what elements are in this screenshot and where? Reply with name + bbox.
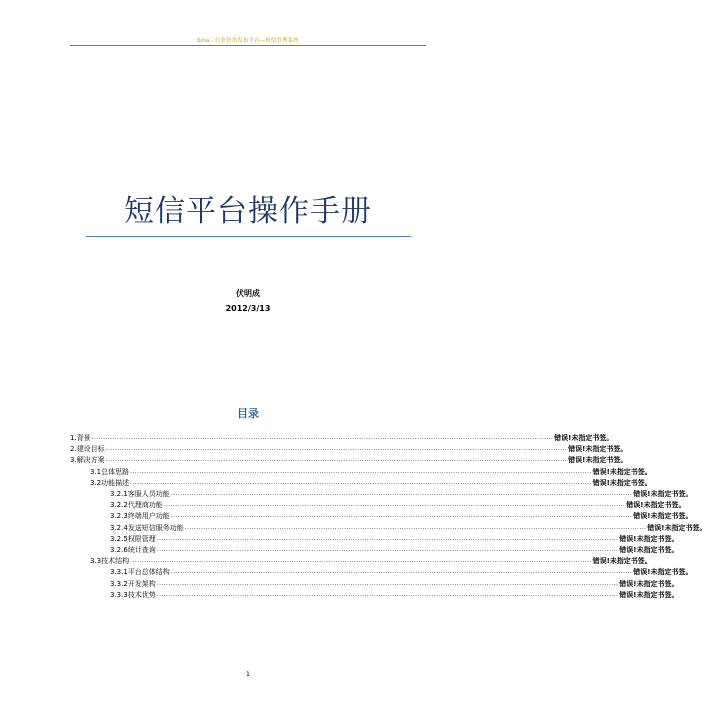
document-title: 短信平台操作手册 (124, 194, 372, 229)
toc-entry-title: 建设目标 (76, 445, 105, 454)
toc-entry-title: 权限管理 (127, 534, 156, 543)
toc-entry[interactable] (90, 478, 652, 488)
toc-entry-title: 发送短信服务功能 (127, 523, 184, 532)
toc-entry[interactable] (110, 511, 693, 521)
document-date: 2012/3/13 (225, 304, 271, 313)
toc-heading: 目录 (237, 407, 259, 420)
toc-leader-dots: ........................................................................................................................................................................................................ (170, 512, 633, 520)
header-rule (70, 45, 426, 46)
toc-entry-title: 技术优势 (127, 590, 156, 599)
toc-entry-title: 技术结构 (101, 557, 130, 566)
toc-entry[interactable] (110, 489, 693, 499)
toc-entry[interactable] (90, 556, 652, 566)
toc-entry-title: 总体思路 (101, 467, 130, 476)
toc-leader-dots: ........................................................................................................................................................................................................ (130, 467, 592, 475)
toc-entry[interactable] (70, 455, 628, 465)
toc-leader-dots: ........................................................................................................................................................................................................ (170, 568, 633, 576)
toc-entry-title: 终端用户功能 (127, 512, 170, 521)
toc-entry-number: 3.2.6 (110, 546, 128, 554)
toc-entry-number: 3.2 (90, 478, 102, 487)
toc-entry-page: 错误!未指定书签。 (626, 501, 686, 510)
toc-entry-page: 错误!未指定书签。 (619, 534, 679, 543)
toc-entry-page: 错误!未指定书签。 (554, 434, 614, 442)
toc-entry-page: 错误!未指定书签。 (619, 579, 679, 588)
toc-entry-page: 错误!未指定书签。 (647, 523, 706, 532)
toc-entry-number: 3.2.1 (110, 490, 128, 498)
toc-entry-page: 错误!未指定书签。 (592, 478, 652, 487)
author-name: 伏明成 (236, 289, 260, 298)
toc-entry-number: 3.3.1 (110, 568, 128, 577)
toc-entry[interactable] (70, 444, 628, 454)
toc-entry[interactable] (110, 579, 679, 589)
toc-entry-title: 平台总体结构 (127, 568, 170, 577)
toc-entry-page: 错误!未指定书签。 (633, 568, 693, 577)
toc-entry-number: 3.3 (90, 557, 102, 566)
toc-entry[interactable] (110, 523, 706, 533)
toc-entry-title: 客服人员功能 (127, 490, 170, 498)
toc-leader-dots: ........................................................................................................................................................................................................ (156, 590, 619, 598)
toc-leader-dots: ........................................................................................................................................................................................................ (156, 546, 619, 553)
toc-entry-page: 错误!未指定书签。 (619, 590, 679, 599)
toc-entry[interactable] (110, 567, 693, 577)
toc-entry[interactable] (110, 534, 679, 544)
toc-entry-page: 错误!未指定书签。 (619, 546, 679, 554)
toc-entry-title: 解决方案 (76, 456, 105, 465)
toc-entry[interactable] (110, 590, 679, 600)
toc-leader-dots: ........................................................................................................................................................................................................ (105, 445, 568, 453)
toc-leader-dots: ........................................................................................................................................................................................................ (184, 523, 647, 531)
toc-entry-page: 错误!未指定书签。 (633, 512, 693, 521)
page-number: 1 (245, 670, 251, 678)
toc-entry[interactable] (70, 433, 614, 443)
toc-leader-dots: ........................................................................................................................................................................................................ (130, 478, 592, 486)
page-header: Sina · 行业资讯发布平台—短信管理系统 (197, 38, 299, 44)
toc-entry-page: 错误!未指定书签。 (568, 445, 628, 454)
toc-entry-number: 3.1 (90, 467, 102, 476)
toc-entry-number: 3.3.3 (110, 590, 128, 599)
toc-entry-page: 错误!未指定书签。 (633, 490, 693, 498)
toc-entry-number: 3.2.4 (110, 523, 128, 532)
title-underline (86, 236, 411, 237)
toc-leader-dots: ........................................................................................................................................................................................................ (105, 456, 568, 464)
toc-entry[interactable] (90, 467, 652, 477)
toc-entry-number: 2. (70, 445, 77, 454)
toc-entry-number: 3.3.2 (110, 579, 128, 588)
toc-entry-number: 3.2.5 (110, 534, 128, 543)
toc-entry[interactable] (110, 500, 686, 510)
toc-entry-page: 错误!未指定书签。 (568, 456, 628, 465)
toc-leader-dots: ........................................................................................................................................................................................................ (156, 579, 619, 587)
toc-leader-dots: ........................................................................................................................................................................................................ (170, 490, 633, 497)
toc-entry-number: 3. (70, 456, 77, 465)
toc-leader-dots: ........................................................................................................................................................................................................ (130, 557, 592, 565)
toc-entry[interactable] (110, 545, 679, 555)
toc-entry-number: 3.2.2 (110, 501, 128, 510)
toc-leader-dots: ........................................................................................................................................................................................................ (156, 534, 619, 542)
toc-entry-page: 错误!未指定书签。 (592, 467, 652, 476)
toc-entry-title: 统计查询 (127, 546, 156, 554)
toc-entry-number: 3.2.3 (110, 512, 128, 521)
toc-entry-title: 开发架构 (127, 579, 156, 588)
toc-leader-dots: ........................................................................................................................................................................................................ (91, 434, 554, 441)
toc-entry-title: 功能描述 (101, 478, 130, 487)
toc-entry-number: 1. (70, 434, 77, 442)
toc-entry-page: 错误!未指定书签。 (592, 557, 652, 566)
toc-entry-title: 背景 (76, 434, 91, 442)
toc-entry-title: 代理商功能 (127, 501, 163, 510)
toc-leader-dots: ........................................................................................................................................................................................................ (163, 501, 626, 509)
